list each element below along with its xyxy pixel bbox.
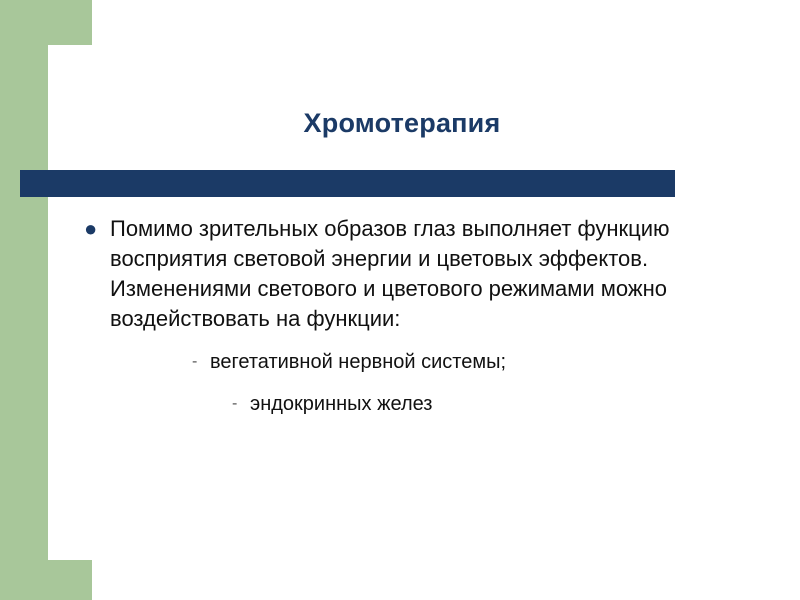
sub-bullet-marker-icon: - <box>192 353 198 370</box>
slide-body <box>84 214 684 418</box>
bullet-item <box>84 214 684 334</box>
slide-title: Хромотерапия <box>303 108 501 138</box>
sub-bullet-item <box>84 390 684 418</box>
title-underline-bar <box>20 170 675 197</box>
left-green-band-bottom <box>0 560 92 600</box>
sub-bullet-marker-icon: - <box>232 395 238 412</box>
sub-bullet-item <box>84 348 684 376</box>
sub-bullet-text: вегетативной нервной системы; <box>210 351 507 373</box>
sub-bullet-text: эндокринных желез <box>250 393 433 415</box>
bullet-text: Помимо зрительных образов глаз выполняет функцию восприятия световой энергии и цветовых эффектов. Изменениями светового и цветового режимами можно воздействовать на функции: <box>110 216 670 331</box>
bullet-marker-icon: ● <box>84 216 98 241</box>
